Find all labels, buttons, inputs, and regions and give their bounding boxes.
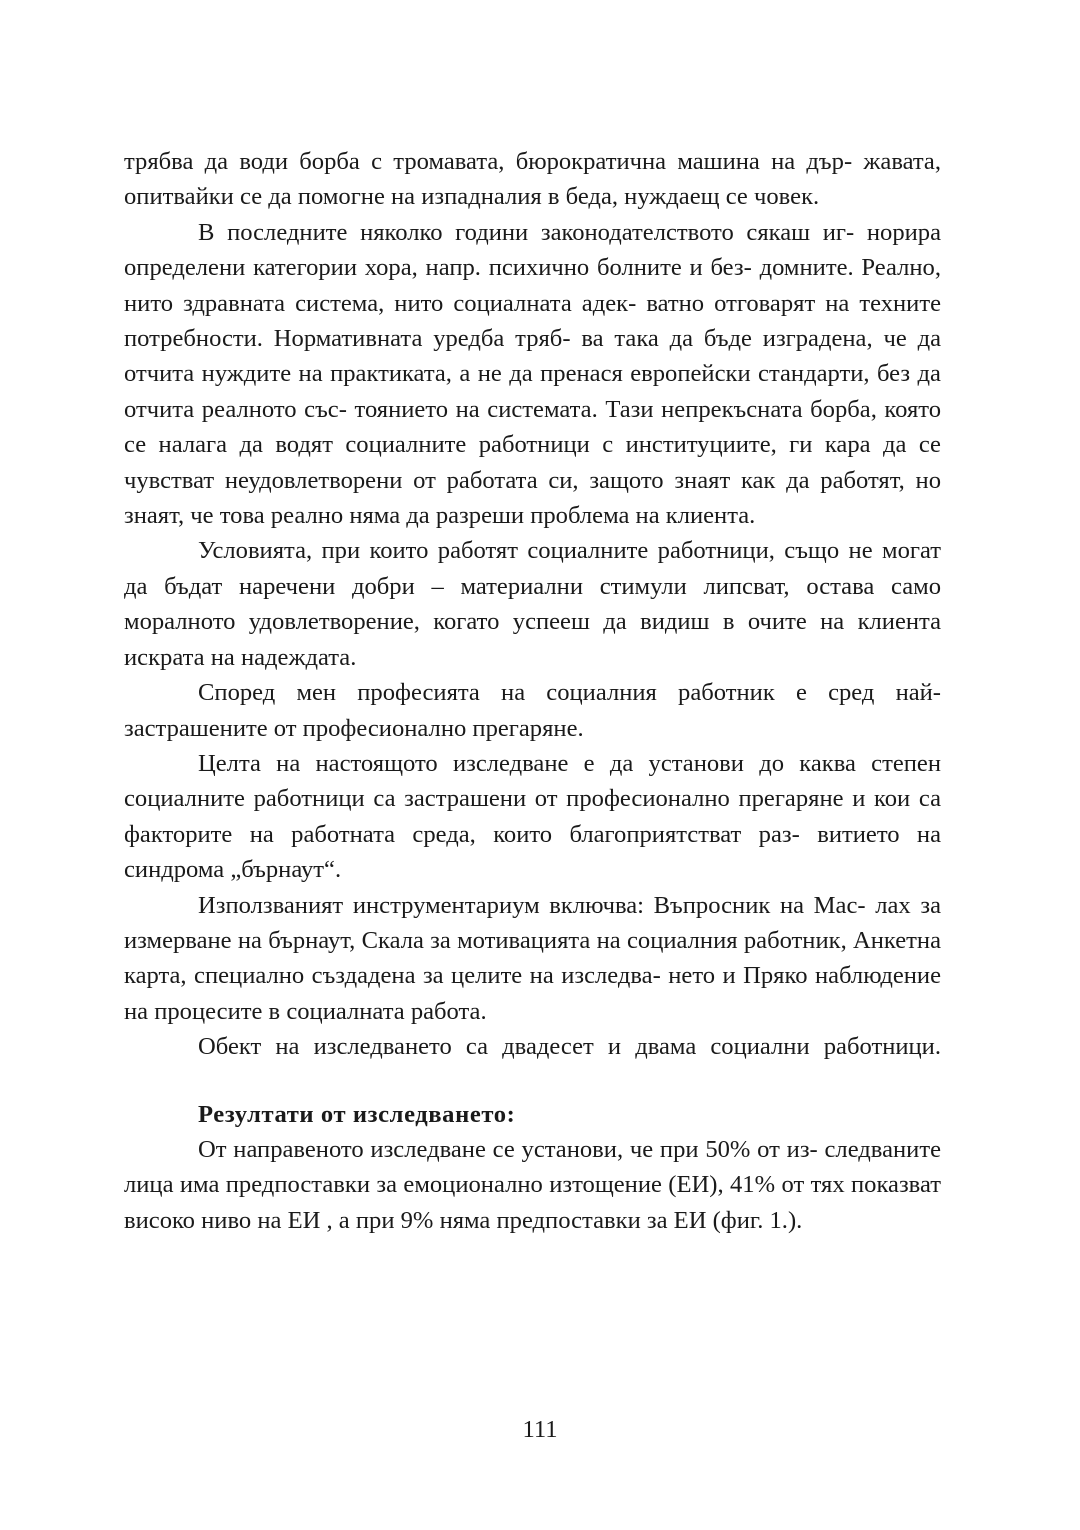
text-line: не да пренася европейски стандарти, без да отчита реалното със- bbox=[124, 360, 941, 423]
text-line: очите на клиента искрата на надеждата. bbox=[124, 608, 941, 671]
text-line: Целта на настоящото изследване е да установи до каква степен bbox=[198, 749, 941, 777]
results-heading: Резултати от изследването: bbox=[198, 1100, 516, 1128]
paragraph-results bbox=[124, 1132, 941, 1238]
paragraph-instruments bbox=[124, 888, 941, 1030]
text-line: трябва да води борба с тромавата, бюрократична машина на дър- bbox=[124, 148, 853, 175]
paragraph-continuation bbox=[124, 144, 941, 215]
text-line: От направеното изследване се установи, че при 50% от из- bbox=[198, 1135, 818, 1163]
text-line: за ЕИ (фиг. 1.). bbox=[646, 1206, 803, 1234]
text-line: витието на синдрома „бърнаут“. bbox=[124, 820, 942, 884]
text-line: да водят социалните работници с институциите, ги кара да се чувстват bbox=[124, 431, 941, 494]
text-line: нето и Пряко наблюдение на процесите в социалната работа. bbox=[124, 962, 941, 1025]
paragraph-profession bbox=[124, 675, 941, 746]
text-line: Според мен професията на социалния работник е сред най- bbox=[198, 679, 941, 707]
text-line: Условията, при които работят социалните работници, също не bbox=[198, 537, 873, 565]
text-line: тоянието на системата. Тази непрекъсната борба, която се налага bbox=[124, 395, 941, 459]
text-line: неудовлетворени от работата си, защото знаят как да работят, но bbox=[224, 466, 941, 494]
text-line: следваните лица има предпоставки за емоционално изтощение (ЕИ), bbox=[124, 1135, 941, 1199]
text-line: ватно отговарят на техните потребности. Нормативната уредба тряб- bbox=[124, 289, 941, 353]
text-line: 41% от тях показват високо ниво на ЕИ , а при 9% няма предпоставки bbox=[124, 1171, 941, 1234]
page-number: 111 bbox=[522, 1416, 558, 1443]
text-line: човек. bbox=[754, 183, 820, 211]
paragraph-legislation bbox=[124, 215, 941, 534]
text-line: застрашените от професионално прегаряне. bbox=[124, 714, 584, 742]
text-line: норира определени категории хора, напр. психично болните и без- bbox=[124, 218, 942, 282]
paragraph-goal bbox=[124, 746, 941, 888]
text-line: остава само моралното удовлетворение, когато успееш да видиш в bbox=[124, 572, 942, 636]
text-line: лах за измерване на бърнаут, Скала за мотивацията на социалния bbox=[124, 891, 941, 954]
body-text bbox=[124, 144, 941, 1238]
text-line: Използваният инструментариум включва: Въпросник на Мас- bbox=[198, 891, 866, 919]
paragraph-object bbox=[124, 1029, 941, 1064]
text-line: домните. Реално, нито здравната система, нито социалната адек- bbox=[124, 254, 941, 317]
text-line: Обект на изследването са двадесет и двама социални работници. bbox=[198, 1033, 941, 1061]
text-line: работник, Анкетна карта, специално създадена за целите на изследва- bbox=[124, 926, 942, 990]
text-line: ва така да бъде изградена, че да отчита нуждите на практиката, а bbox=[124, 325, 941, 388]
text-line: знаят, че това реално няма да разреши проблема на клиента. bbox=[124, 502, 756, 530]
paragraph-conditions bbox=[124, 533, 941, 675]
text-line: В последните няколко години законодателството сякаш иг- bbox=[198, 218, 855, 246]
text-line: жавата, опитвайки се да помогне на изпадналия в беда, нуждаещ се bbox=[124, 148, 941, 211]
text-line: и кои са факторите на работната среда, които благоприятстват раз- bbox=[124, 785, 942, 848]
text-line: социалните работници са застрашени от професионално прегаряне bbox=[124, 785, 844, 813]
text-line: могат да бъдат наречени добри – материални стимули липсват, bbox=[124, 537, 941, 600]
